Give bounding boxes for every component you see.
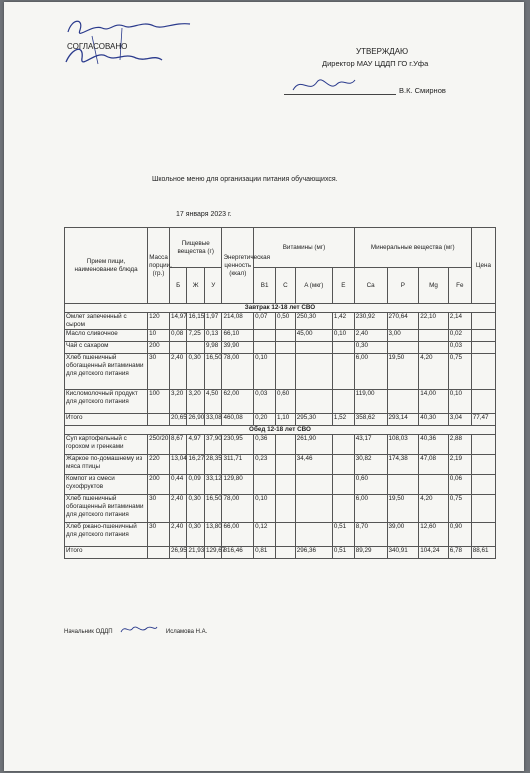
value-cell: 78,00 (222, 495, 254, 523)
value-cell: 6,00 (354, 495, 387, 523)
value-cell: 9,98 (204, 342, 222, 354)
value-cell: 261,90 (295, 435, 332, 455)
value-cell: 108,03 (387, 435, 419, 455)
table-row (65, 455, 496, 475)
value-cell: 129,80 (222, 475, 254, 495)
value-cell (471, 435, 495, 455)
value-cell: 0,30 (187, 495, 204, 523)
header-fe: Fe (448, 268, 471, 304)
value-cell: 3,00 (387, 330, 419, 342)
menu-table-body (65, 304, 496, 559)
section-header (65, 426, 496, 435)
value-cell (295, 495, 332, 523)
value-cell: 0,75 (448, 495, 471, 523)
value-cell: 311,71 (222, 455, 254, 475)
value-cell (254, 475, 276, 495)
value-cell (276, 523, 296, 547)
value-cell (276, 354, 296, 390)
header-minerals: Минеральные вещества (мг) (354, 228, 471, 268)
header-fat: Ж (187, 268, 204, 304)
value-cell: 3,20 (187, 390, 204, 414)
dish-name-cell: Суп картофельный с горохом и гренками (65, 435, 148, 455)
value-cell: 2,40 (354, 330, 387, 342)
value-cell: 0,75 (448, 354, 471, 390)
value-cell: 19,50 (387, 495, 419, 523)
value-cell: 1,10 (276, 414, 296, 426)
value-cell (169, 342, 186, 354)
table-row (65, 495, 496, 523)
value-cell (295, 342, 332, 354)
value-cell: 460,08 (222, 414, 254, 426)
value-cell: 230,92 (354, 313, 387, 330)
value-cell: 45,00 (295, 330, 332, 342)
dish-name-cell: Итого (65, 547, 148, 559)
value-cell (471, 354, 495, 390)
value-cell: 78,00 (222, 354, 254, 390)
header-protein: Б (169, 268, 186, 304)
dish-name-cell: Чай с сахаром (65, 342, 148, 354)
value-cell: 220 (148, 455, 170, 475)
table-row (65, 390, 496, 414)
value-cell (471, 313, 495, 330)
value-cell: 14,97 (169, 313, 186, 330)
value-cell: 0,12 (254, 523, 276, 547)
value-cell: 100 (148, 390, 170, 414)
director-name: В.К. Смирнов (399, 86, 446, 95)
value-cell: 250/20 (148, 435, 170, 455)
value-cell (295, 523, 332, 547)
value-cell: 0,51 (332, 547, 354, 559)
value-cell: 30 (148, 354, 170, 390)
value-cell: 26,95 (169, 547, 186, 559)
value-cell: 0,13 (204, 330, 222, 342)
value-cell (295, 475, 332, 495)
value-cell: 0,10 (448, 390, 471, 414)
value-cell: 2,88 (448, 435, 471, 455)
table-row (65, 313, 496, 330)
value-cell: 39,90 (222, 342, 254, 354)
value-cell (332, 495, 354, 523)
header-energy: Энергетическая ценность (ккал) (222, 228, 254, 304)
value-cell: 47,08 (419, 455, 449, 475)
value-cell: 129,67 (204, 547, 222, 559)
value-cell (471, 475, 495, 495)
value-cell: 16,27 (187, 455, 204, 475)
value-cell: 0,23 (254, 455, 276, 475)
value-cell: 119,00 (354, 390, 387, 414)
header-vitamins: Витамины (мг) (254, 228, 355, 268)
value-cell: 77,47 (471, 414, 495, 426)
value-cell (471, 330, 495, 342)
signature-line (284, 94, 396, 95)
value-cell: 4,97 (187, 435, 204, 455)
value-cell: 1,52 (332, 414, 354, 426)
table-row (65, 330, 496, 342)
value-cell (276, 475, 296, 495)
value-cell: 8,70 (354, 523, 387, 547)
header-ca: Ca (354, 268, 387, 304)
header-carbs: У (204, 268, 222, 304)
value-cell: 174,38 (387, 455, 419, 475)
value-cell: 10 (148, 330, 170, 342)
value-cell (332, 455, 354, 475)
value-cell (471, 495, 495, 523)
value-cell: 30,82 (354, 455, 387, 475)
value-cell: 7,25 (187, 330, 204, 342)
value-cell: 0,30 (354, 342, 387, 354)
value-cell: 21,93 (187, 547, 204, 559)
header-vit-b1: B1 (254, 268, 276, 304)
value-cell: 0,02 (448, 330, 471, 342)
section-title: Завтрак 12-18 лет СВО (65, 304, 496, 313)
dish-name-cell: Кисломолочный продукт для детского питания (65, 390, 148, 414)
value-cell (276, 330, 296, 342)
value-cell: 214,08 (222, 313, 254, 330)
value-cell (276, 435, 296, 455)
header-meal: Прием пищи, наименование блюда (65, 228, 148, 304)
value-cell: 0,81 (254, 547, 276, 559)
value-cell: 66,10 (222, 330, 254, 342)
value-cell (332, 354, 354, 390)
value-cell: 37,90 (204, 435, 222, 455)
table-row (65, 354, 496, 390)
value-cell (387, 390, 419, 414)
handwritten-signature-footer (119, 622, 159, 636)
value-cell: 0,10 (254, 354, 276, 390)
value-cell: 13,80 (204, 523, 222, 547)
value-cell: 19,50 (387, 354, 419, 390)
value-cell (471, 342, 495, 354)
value-cell: 2,40 (169, 495, 186, 523)
value-cell: 20,65 (169, 414, 186, 426)
value-cell: 66,00 (222, 523, 254, 547)
value-cell: 0,51 (332, 523, 354, 547)
value-cell: 39,00 (387, 523, 419, 547)
value-cell (295, 354, 332, 390)
value-cell (148, 547, 170, 559)
value-cell: 340,91 (387, 547, 419, 559)
footer-label: Начальник ОДДП (64, 629, 113, 635)
value-cell (419, 342, 449, 354)
header-p: P (387, 268, 419, 304)
dish-name-cell: Жаркое по-домашнему из мяса птицы (65, 455, 148, 475)
header-price: Цена (471, 228, 495, 304)
table-row (65, 342, 496, 354)
dish-name-cell: Компот из смеси сухофруктов (65, 475, 148, 495)
value-cell: 1,97 (204, 313, 222, 330)
header-nutrients: Пищевые вещества (г) (169, 228, 222, 268)
value-cell: 0,50 (276, 313, 296, 330)
value-cell: 296,36 (295, 547, 332, 559)
value-cell (332, 435, 354, 455)
value-cell: 0,60 (354, 475, 387, 495)
value-cell: 3,04 (448, 414, 471, 426)
value-cell: 33,08 (204, 414, 222, 426)
approval-label: СОГЛАСОВАНО (67, 42, 128, 51)
value-cell: 26,90 (187, 414, 204, 426)
footer-name: Исламова Н.А. (165, 629, 208, 635)
value-cell: 0,03 (254, 390, 276, 414)
value-cell: 0,06 (448, 475, 471, 495)
value-cell: 295,30 (295, 414, 332, 426)
value-cell (276, 455, 296, 475)
value-cell: 0,30 (187, 354, 204, 390)
value-cell: 6,00 (354, 354, 387, 390)
value-cell: 34,46 (295, 455, 332, 475)
header-mg: Mg (419, 268, 449, 304)
section-title: Обед 12-18 лет СВО (65, 426, 496, 435)
value-cell: 816,46 (222, 547, 254, 559)
value-cell: 33,12 (204, 475, 222, 495)
value-cell (295, 390, 332, 414)
value-cell: 0,07 (254, 313, 276, 330)
value-cell (332, 342, 354, 354)
value-cell (471, 455, 495, 475)
value-cell: 2,40 (169, 523, 186, 547)
value-cell: 250,30 (295, 313, 332, 330)
value-cell: 0,03 (448, 342, 471, 354)
value-cell: 22,10 (419, 313, 449, 330)
value-cell (276, 342, 296, 354)
value-cell: 88,61 (471, 547, 495, 559)
value-cell: 16,50 (204, 495, 222, 523)
value-cell: 0,36 (254, 435, 276, 455)
value-cell: 4,50 (204, 390, 222, 414)
approved-by-label: УТВЕРЖДАЮ (356, 47, 409, 56)
header-vit-c: C (276, 268, 296, 304)
value-cell: 358,62 (354, 414, 387, 426)
table-row (65, 523, 496, 547)
value-cell: 4,20 (419, 495, 449, 523)
value-cell (419, 475, 449, 495)
dish-name-cell: Итого (65, 414, 148, 426)
value-cell: 16,50 (204, 354, 222, 390)
dish-name-cell: Хлеб пшеничный обогащенный витаминами для детского питания (65, 495, 148, 523)
value-cell: 30 (148, 495, 170, 523)
dish-name-cell: Хлеб ржано-пшеничный для детского питания (65, 523, 148, 547)
header-vit-a: A (мкг) (295, 268, 332, 304)
table-row (65, 547, 496, 559)
value-cell: 12,60 (419, 523, 449, 547)
value-cell: 2,14 (448, 313, 471, 330)
value-cell (276, 547, 296, 559)
value-cell: 0,44 (169, 475, 186, 495)
document-title: Школьное меню для организации питания обучающихся. (152, 176, 338, 183)
value-cell: 43,17 (354, 435, 387, 455)
value-cell (276, 495, 296, 523)
dish-name-cell: Хлеб пшеничный обогащенный витаминами для детского питания (65, 354, 148, 390)
document-page (4, 2, 524, 771)
value-cell: 40,30 (419, 414, 449, 426)
value-cell: 0,10 (332, 330, 354, 342)
dish-name-cell: Масло сливочное (65, 330, 148, 342)
value-cell: 270,64 (387, 313, 419, 330)
value-cell (332, 475, 354, 495)
value-cell: 16,15 (187, 313, 204, 330)
value-cell: 28,35 (204, 455, 222, 475)
director-title: Директор МАУ ЦДДП ГО г.Уфа (322, 59, 429, 68)
value-cell (254, 330, 276, 342)
value-cell: 13,04 (169, 455, 186, 475)
value-cell (471, 523, 495, 547)
dish-name-cell: Омлет запеченный с сыром (65, 313, 148, 330)
value-cell: 200 (148, 475, 170, 495)
value-cell: 0,60 (276, 390, 296, 414)
value-cell: 0,09 (187, 475, 204, 495)
value-cell (148, 414, 170, 426)
value-cell: 6,78 (448, 547, 471, 559)
value-cell: 30 (148, 523, 170, 547)
value-cell (254, 342, 276, 354)
value-cell: 230,95 (222, 435, 254, 455)
header-vit-e: E (332, 268, 354, 304)
value-cell: 3,20 (169, 390, 186, 414)
table-row (65, 475, 496, 495)
value-cell: 89,29 (354, 547, 387, 559)
value-cell: 4,20 (419, 354, 449, 390)
value-cell: 40,36 (419, 435, 449, 455)
value-cell (471, 390, 495, 414)
value-cell: 293,14 (387, 414, 419, 426)
value-cell (419, 330, 449, 342)
table-row (65, 435, 496, 455)
value-cell (387, 475, 419, 495)
value-cell: 2,19 (448, 455, 471, 475)
value-cell: 104,24 (419, 547, 449, 559)
value-cell: 0,90 (448, 523, 471, 547)
document-date: 17 января 2023 г. (176, 211, 232, 218)
value-cell: 0,30 (187, 523, 204, 547)
header-mass: Масса порции, (гр.) (148, 228, 170, 304)
value-cell (387, 342, 419, 354)
value-cell: 62,00 (222, 390, 254, 414)
menu-table (64, 227, 496, 559)
value-cell (332, 390, 354, 414)
value-cell: 8,67 (169, 435, 186, 455)
section-header (65, 304, 496, 313)
value-cell: 120 (148, 313, 170, 330)
value-cell: 200 (148, 342, 170, 354)
value-cell: 14,00 (419, 390, 449, 414)
value-cell: 1,42 (332, 313, 354, 330)
value-cell (187, 342, 204, 354)
value-cell: 2,40 (169, 354, 186, 390)
table-row (65, 414, 496, 426)
value-cell: 0,20 (254, 414, 276, 426)
value-cell: 0,08 (169, 330, 186, 342)
value-cell: 0,10 (254, 495, 276, 523)
